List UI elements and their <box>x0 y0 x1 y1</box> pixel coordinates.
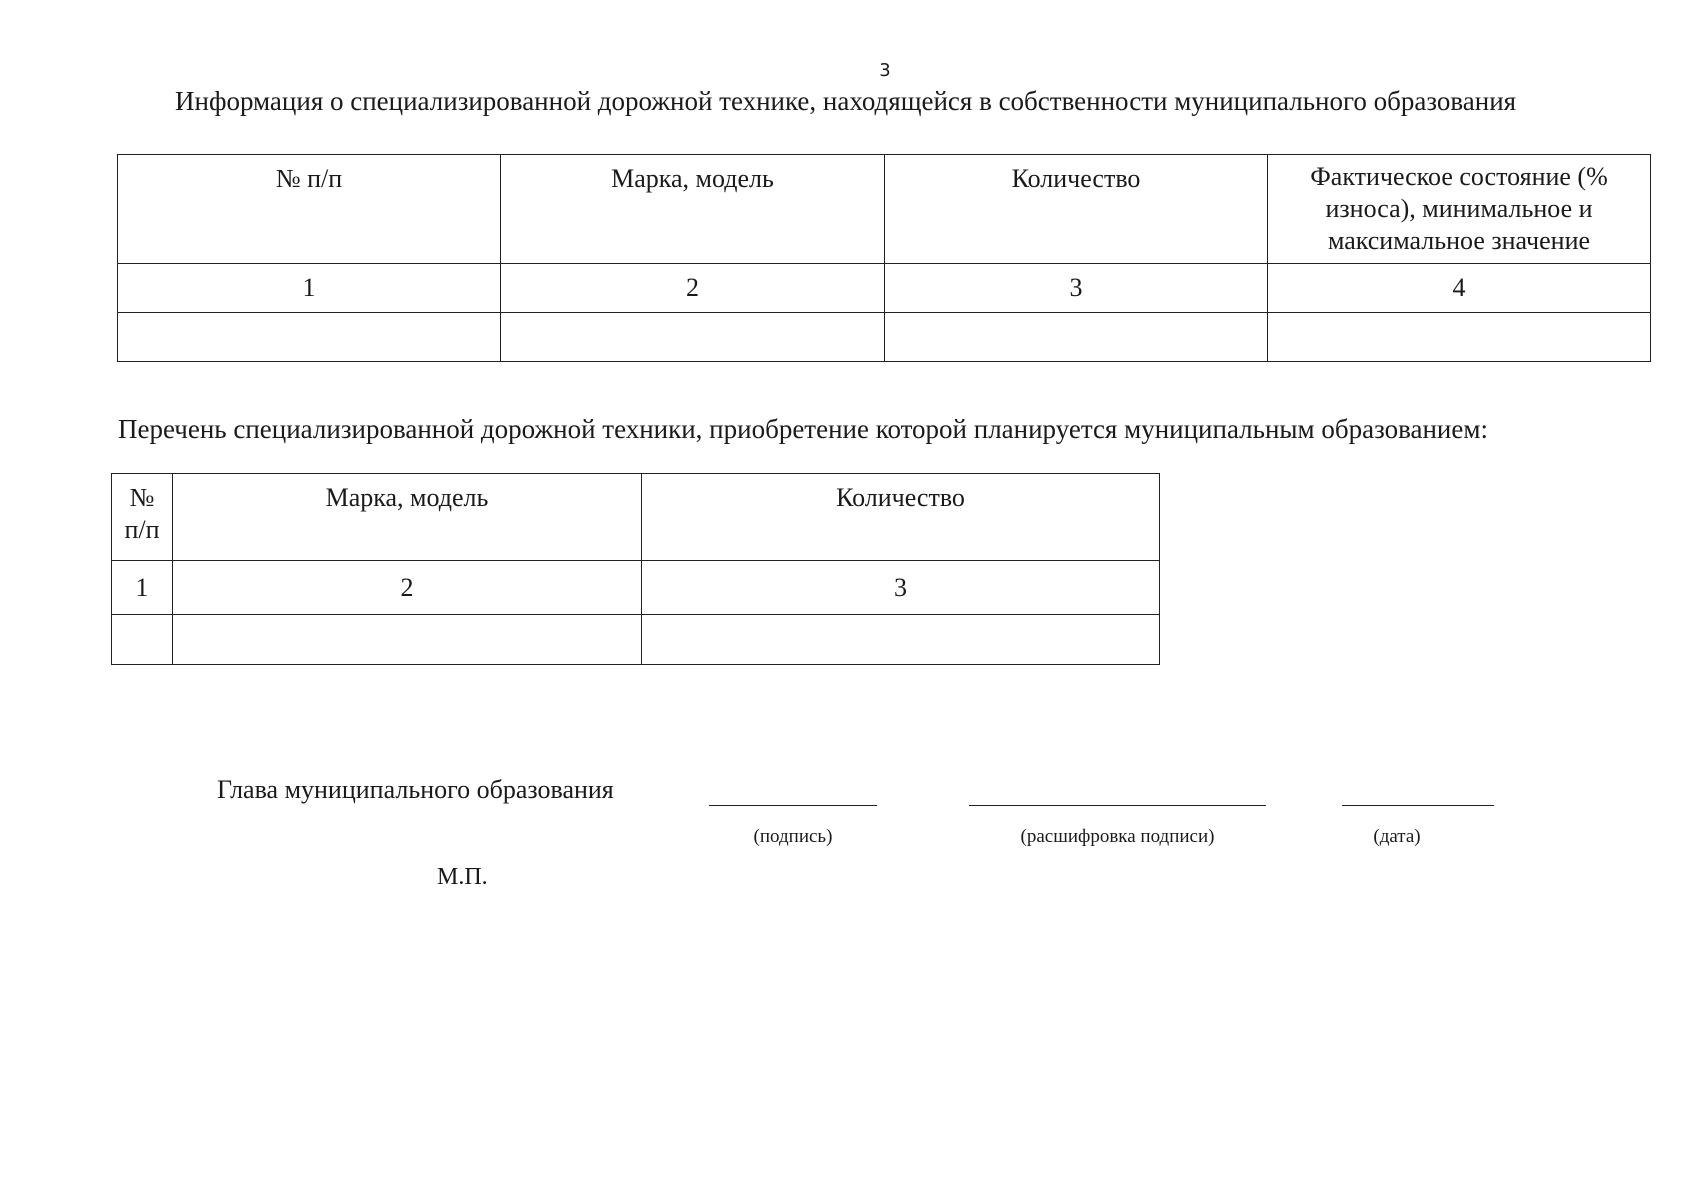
signature-decoding-caption: (расшифровка подписи) <box>1020 826 1215 847</box>
header-cell-number: № п/п <box>118 155 501 264</box>
table-empty-row <box>112 615 1160 665</box>
empty-cell[interactable] <box>173 615 642 665</box>
empty-cell[interactable] <box>885 313 1268 362</box>
signature-caption: (подпись) <box>753 826 833 847</box>
stamp-place: М.П. <box>437 864 488 890</box>
column-number-cell: 2 <box>501 264 885 313</box>
header-cell-quantity: Количество <box>642 474 1160 561</box>
date-caption: (дата) <box>1373 826 1421 847</box>
column-number-cell: 3 <box>642 561 1160 615</box>
header-cell-model: Марка, модель <box>173 474 642 561</box>
header-cell-condition: Фактическое состояние (% износа), минимальное и максимальное значение <box>1268 155 1651 264</box>
table-column-numbers-row <box>118 264 1651 313</box>
head-of-municipality-label: Глава муниципального образования <box>217 775 614 804</box>
column-number-cell: 3 <box>885 264 1268 313</box>
table-header-row <box>118 155 1651 264</box>
table-empty-row <box>118 313 1651 362</box>
empty-cell[interactable] <box>1268 313 1651 362</box>
empty-cell[interactable] <box>112 615 173 665</box>
header-cell-number: № п/п <box>112 474 173 561</box>
table-column-numbers-row <box>112 561 1160 615</box>
empty-cell[interactable] <box>642 615 1160 665</box>
header-cell-model: Марка, модель <box>501 155 885 264</box>
equipment-owned-table <box>117 154 1651 362</box>
section-1-title: Информация о специализированной дорожной технике, находящейся в собственности муниципального образования <box>175 86 1517 116</box>
date-line[interactable] <box>1342 805 1494 806</box>
empty-cell[interactable] <box>501 313 885 362</box>
column-number-cell: 1 <box>112 561 173 615</box>
column-number-cell: 1 <box>118 264 501 313</box>
planned-equipment-table <box>111 473 1160 665</box>
table-header-row <box>112 474 1160 561</box>
column-number-cell: 2 <box>173 561 642 615</box>
header-cell-quantity: Количество <box>885 155 1268 264</box>
empty-cell[interactable] <box>118 313 501 362</box>
signature-decoding-line[interactable] <box>969 805 1266 806</box>
column-number-cell: 4 <box>1268 264 1651 313</box>
section-2-title: Перечень специализированной дорожной техники, приобретение которой планируется муниципальным образованием: <box>118 414 1488 444</box>
page-number: 3 <box>879 60 891 81</box>
signature-line[interactable] <box>709 805 877 806</box>
